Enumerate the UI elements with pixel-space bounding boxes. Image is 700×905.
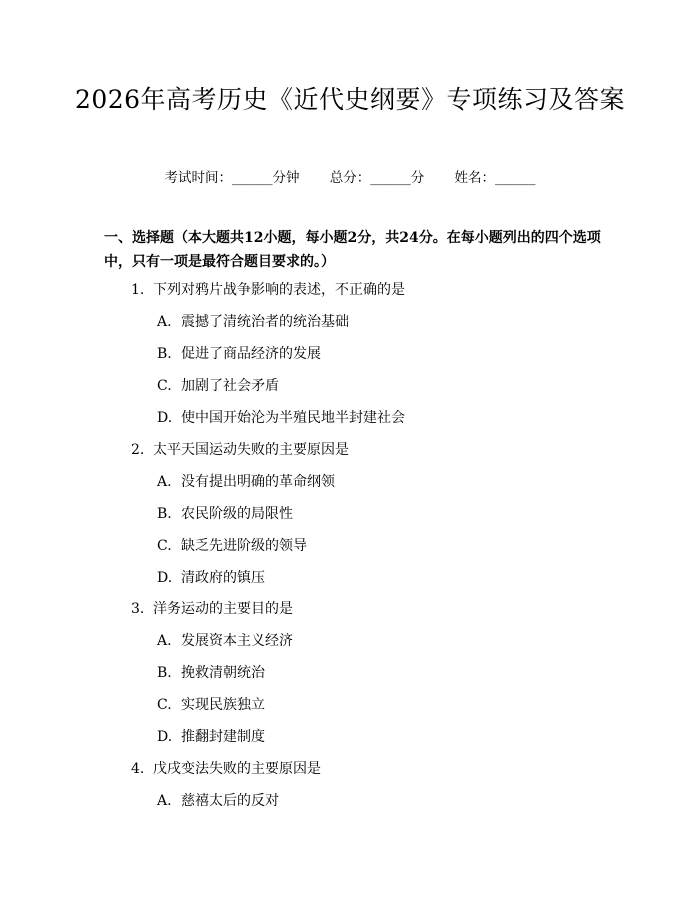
section-heading: 一、选择题（本大题共12小题，每小题2分，共24分。在每小题列出的四个选项中，只有一项是最符合题目要求的。） — [104, 230, 601, 270]
option-letter: A. — [157, 793, 172, 809]
option-3d — [157, 727, 265, 747]
total-score-field — [330, 168, 425, 188]
question-text: 洋务运动的主要目的是 — [153, 601, 293, 617]
option-2a — [157, 472, 335, 492]
exam-time-blank: ______ — [231, 170, 273, 186]
option-4a — [157, 791, 279, 811]
total-score-blank: ______ — [370, 170, 411, 186]
question-text: 太平天国运动失败的主要原因是 — [153, 442, 349, 458]
document-title: 2026年高考历史《近代史纲要》专项练习及答案 — [74, 85, 626, 114]
option-letter: C. — [157, 378, 172, 394]
option-2b — [157, 504, 293, 524]
question-1 — [131, 280, 405, 300]
name-field — [455, 168, 536, 188]
option-letter: D. — [157, 729, 173, 745]
option-text: 促进了商品经济的发展 — [181, 346, 321, 362]
option-letter: C. — [157, 538, 172, 554]
option-1b — [157, 344, 321, 364]
option-letter: D. — [157, 410, 173, 426]
option-3a — [157, 631, 293, 651]
total-score-label: 总分： — [329, 170, 371, 186]
option-letter: B. — [157, 506, 172, 522]
option-letter: B. — [157, 346, 172, 362]
option-text: 加剧了社会矛盾 — [181, 378, 279, 394]
option-text: 使中国开始沦为半殖民地半封建社会 — [181, 410, 405, 426]
question-text: 下列对鸦片战争影响的表述，不正确的是 — [153, 282, 405, 298]
exam-time-label: 考试时间： — [164, 170, 232, 186]
option-letter: A. — [157, 633, 172, 649]
question-4 — [131, 759, 321, 779]
option-letter: D. — [157, 570, 173, 586]
option-text: 震撼了清统治者的统治基础 — [181, 314, 349, 330]
option-text: 推翻封建制度 — [181, 729, 265, 745]
option-text: 实现民族独立 — [181, 697, 265, 713]
option-text: 农民阶级的局限性 — [181, 506, 293, 522]
option-1c — [157, 376, 279, 396]
question-number: 2. — [131, 442, 145, 458]
option-3b — [157, 663, 265, 683]
option-text: 没有提出明确的革命纲领 — [181, 474, 335, 490]
option-text: 清政府的镇压 — [181, 570, 265, 586]
total-score-unit: 分 — [410, 170, 425, 186]
option-text: 挽救清朝统治 — [181, 665, 265, 681]
question-2 — [131, 440, 349, 460]
option-2c — [157, 536, 307, 556]
option-letter: A. — [157, 474, 172, 490]
exam-time-unit: 分钟 — [272, 170, 300, 186]
question-text: 戊戌变法失败的主要原因是 — [153, 761, 321, 777]
option-letter: A. — [157, 314, 172, 330]
question-number: 3. — [131, 601, 145, 617]
question-number: 4. — [131, 761, 145, 777]
option-text: 发展资本主义经济 — [181, 633, 293, 649]
option-1a — [157, 312, 349, 332]
question-3 — [131, 599, 293, 619]
exam-info — [0, 168, 700, 188]
question-number: 1. — [131, 282, 145, 298]
option-text: 慈禧太后的反对 — [181, 793, 279, 809]
option-text: 缺乏先进阶级的领导 — [181, 538, 307, 554]
name-blank: ______ — [495, 170, 536, 186]
option-letter: C. — [157, 697, 172, 713]
option-1d — [157, 408, 405, 428]
exam-time-field — [164, 168, 299, 188]
option-letter: B. — [157, 665, 172, 681]
option-3c — [157, 695, 265, 715]
option-2d — [157, 568, 265, 588]
name-label: 姓名： — [454, 170, 496, 186]
